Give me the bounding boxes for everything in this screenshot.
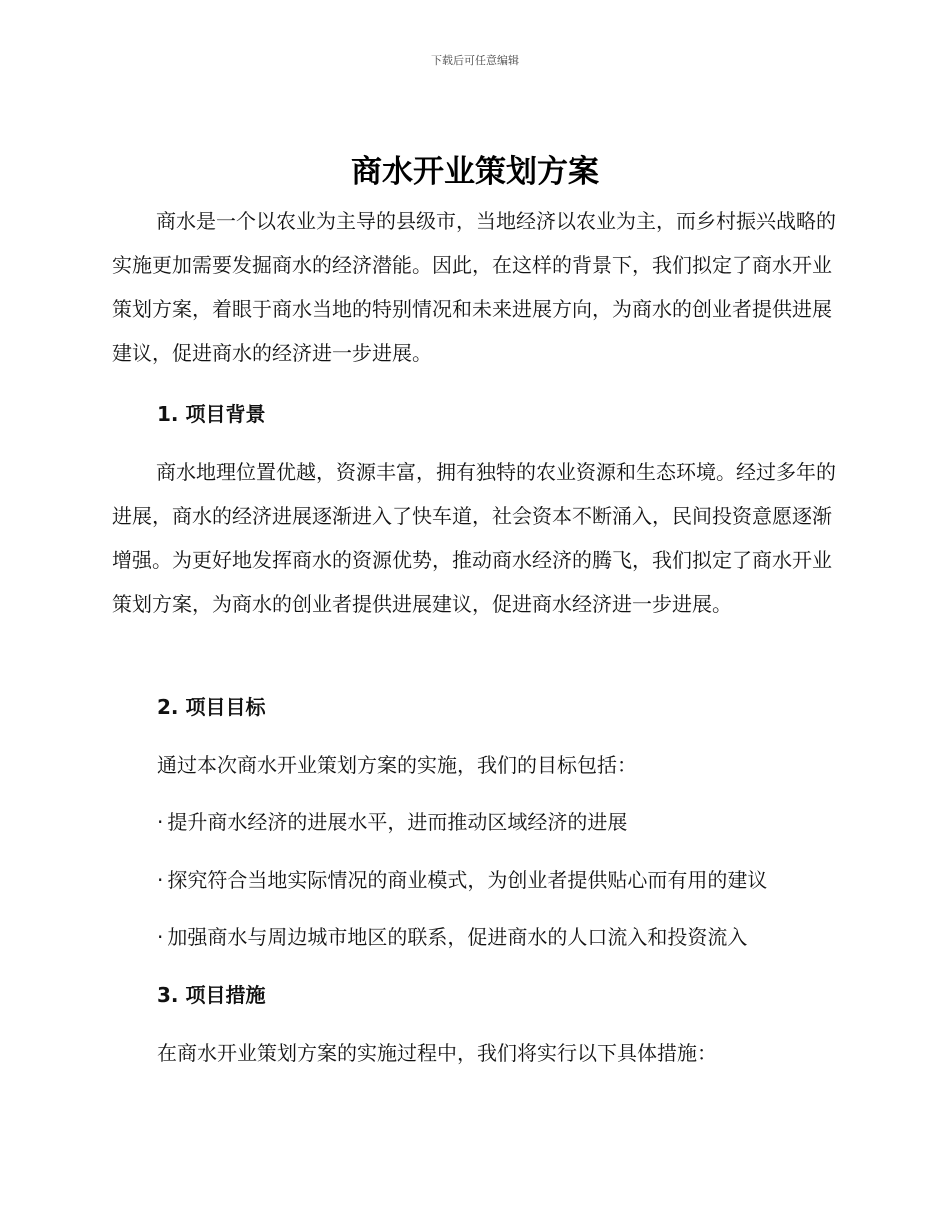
goal-bullet-text: 探究符合当地实际情况的商业模式，为创业者提供贴心而有用的建议 xyxy=(167,868,768,892)
section-heading-background: 1. 项目背景 xyxy=(157,402,266,426)
goal-bullet-item xyxy=(157,921,747,953)
measures-lead-text: 在商水开业策划方案的实施过程中，我们将实行以下具体措施： xyxy=(157,1041,717,1065)
goal-bullet-text: 加强商水与周边城市地区的联系，促进商水的人口流入和投资流入 xyxy=(167,925,748,949)
section-heading-goals: 2. 项目目标 xyxy=(157,695,266,719)
goals-lead-text: 通过本次商水开业策划方案的实施，我们的目标包括： xyxy=(157,753,637,777)
bullet-dot-icon: · xyxy=(157,868,164,892)
background-paragraph: 商水地理位置优越，资源丰富，拥有独特的农业资源和生态环境。经过多年的进展，商水的经济进展逐渐进入了快车道，社会资本不断涌入，民间投资意愿逐渐增强。为更好地发挥商水的资源优势，推动商水经济的腾飞，我们拟定了商水开业策划方案，为商水的创业者提供进展建议，促进商水经济进一步进展。 xyxy=(112,460,836,616)
section-heading-measures: 3. 项目措施 xyxy=(157,983,266,1007)
page-header-note: 下载后可任意编辑 xyxy=(431,54,519,67)
goal-bullet-text: 提升商水经济的进展水平，进而推动区域经济的进展 xyxy=(167,810,628,834)
bullet-dot-icon: · xyxy=(157,810,164,834)
goal-bullet-item xyxy=(157,806,627,838)
bullet-dot-icon: · xyxy=(157,925,164,949)
document-title: 商水开业策划方案 xyxy=(351,154,599,190)
goal-bullet-item xyxy=(157,864,767,896)
intro-paragraph: 商水是一个以农业为主导的县级市，当地经济以农业为主，而乡村振兴战略的实施更加需要发掘商水的经济潜能。因此，在这样的背景下，我们拟定了商水开业策划方案，着眼于商水当地的特别情况和未来进展方向，为商水的创业者提供进展建议，促进商水的经济进一步进展。 xyxy=(112,209,836,365)
